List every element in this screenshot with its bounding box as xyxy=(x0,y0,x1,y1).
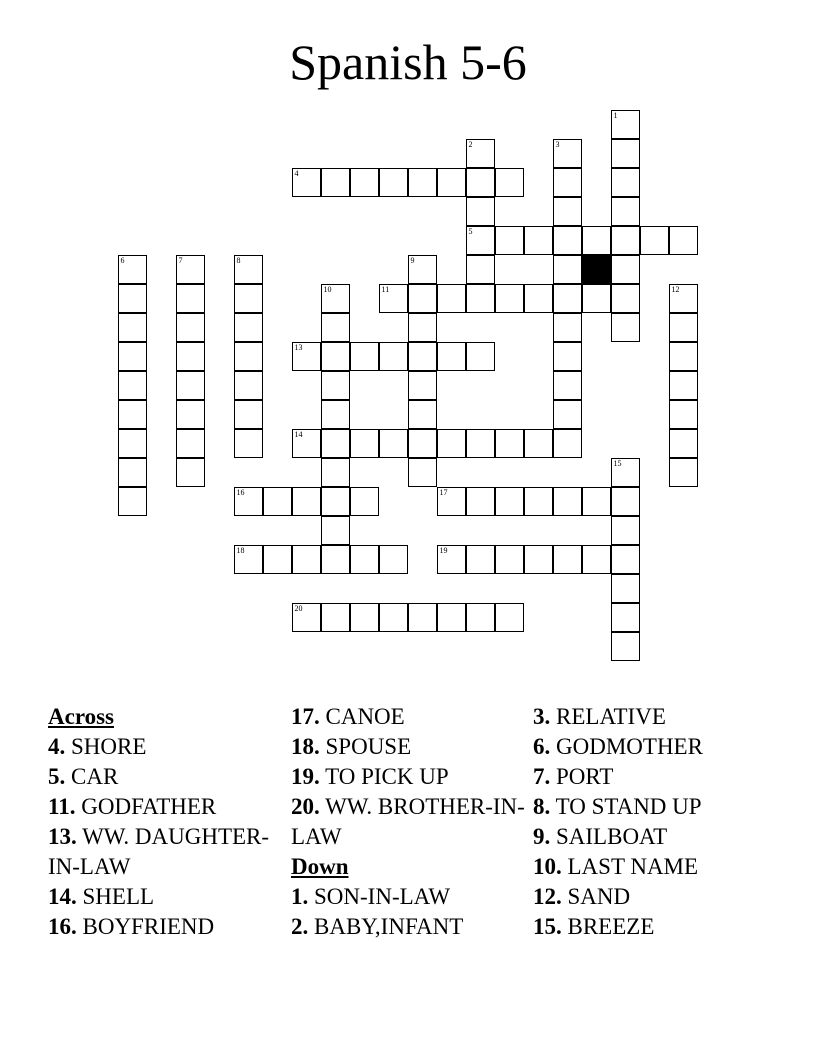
clue-number: 16. xyxy=(48,914,77,939)
clue-number: 2. xyxy=(291,914,309,939)
clue-text: SAILBOAT xyxy=(556,824,668,849)
clue-text: SON-IN-LAW xyxy=(314,884,451,909)
grid-square xyxy=(611,458,640,487)
clue-item xyxy=(48,882,289,912)
grid-square xyxy=(582,545,611,574)
grid-square xyxy=(176,400,205,429)
grid-square xyxy=(611,284,640,313)
grid-square xyxy=(321,487,350,516)
square-number: 2 xyxy=(468,140,473,149)
clue-text: BABY,INFANT xyxy=(314,914,464,939)
grid-square xyxy=(611,139,640,168)
grid-square xyxy=(321,400,350,429)
clue-text: GODFATHER xyxy=(81,794,217,819)
clue-item xyxy=(533,822,773,852)
grid-square xyxy=(495,226,524,255)
grid-square xyxy=(495,487,524,516)
clue-text: SHORE xyxy=(71,734,147,759)
clue-text: RELATIVE xyxy=(556,704,666,729)
square-number: 7 xyxy=(178,256,183,265)
grid-square xyxy=(263,545,292,574)
grid-square xyxy=(234,487,263,516)
square-number: 18 xyxy=(236,546,245,555)
grid-square xyxy=(466,197,495,226)
clue-item xyxy=(533,852,773,882)
clue-number: 14. xyxy=(48,884,77,909)
square-number: 15 xyxy=(613,459,622,468)
clue-text: BOYFRIEND xyxy=(82,914,215,939)
grid-square xyxy=(495,429,524,458)
square-number: 5 xyxy=(468,227,473,236)
grid-square xyxy=(611,110,640,139)
clue-number: 1. xyxy=(291,884,309,909)
square-number: 13 xyxy=(294,343,303,352)
grid-square xyxy=(234,400,263,429)
clue-text: SHELL xyxy=(82,884,155,909)
clue-text: CANOE xyxy=(325,704,405,729)
grid-square xyxy=(292,342,321,371)
grid-square xyxy=(669,342,698,371)
clue-number: 9. xyxy=(533,824,551,849)
clue-text: TO PICK UP xyxy=(325,764,449,789)
grid-square xyxy=(379,284,408,313)
clue-number: 7. xyxy=(533,764,551,789)
clue-item xyxy=(48,792,289,822)
grid-square xyxy=(466,429,495,458)
clue-text: SPOUSE xyxy=(325,734,412,759)
grid-square xyxy=(176,458,205,487)
grid-square xyxy=(611,487,640,516)
grid-square xyxy=(437,429,466,458)
grid-square xyxy=(437,545,466,574)
clue-item xyxy=(48,912,289,942)
grid-square xyxy=(553,371,582,400)
grid-square xyxy=(553,342,582,371)
grid-square xyxy=(118,458,147,487)
grid-square xyxy=(379,603,408,632)
grid-square xyxy=(118,429,147,458)
clue-number: 18. xyxy=(291,734,320,759)
grid-square xyxy=(466,139,495,168)
grid-square xyxy=(408,603,437,632)
clue-item xyxy=(48,822,289,882)
grid-square xyxy=(611,255,640,284)
grid-square xyxy=(321,168,350,197)
clue-number: 11. xyxy=(48,794,76,819)
grid-square xyxy=(553,429,582,458)
grid-square xyxy=(553,487,582,516)
clue-item xyxy=(48,732,289,762)
grid-square xyxy=(118,313,147,342)
grid-square xyxy=(118,342,147,371)
grid-square xyxy=(582,226,611,255)
grid-square xyxy=(408,313,437,342)
clue-text: GODMOTHER xyxy=(556,734,703,759)
grid-square xyxy=(176,371,205,400)
clue-number: 10. xyxy=(533,854,562,879)
grid-square xyxy=(553,313,582,342)
square-number: 17 xyxy=(439,488,448,497)
clue-heading-down: Down xyxy=(291,854,349,879)
grid-square xyxy=(611,574,640,603)
clue-item xyxy=(533,762,773,792)
clue-text: CAR xyxy=(71,764,119,789)
grid-square xyxy=(437,168,466,197)
grid-square xyxy=(234,371,263,400)
grid-square xyxy=(350,168,379,197)
clue-item xyxy=(533,702,773,732)
grid-square xyxy=(408,371,437,400)
square-number: 11 xyxy=(381,285,390,294)
grid-square xyxy=(466,545,495,574)
grid-square xyxy=(611,545,640,574)
grid-square xyxy=(408,458,437,487)
grid-square xyxy=(553,400,582,429)
grid-square xyxy=(118,371,147,400)
square-number: 6 xyxy=(120,256,125,265)
grid-square xyxy=(553,197,582,226)
clue-item xyxy=(291,882,531,912)
clue-item xyxy=(48,762,289,792)
grid-square xyxy=(263,487,292,516)
grid-square xyxy=(466,603,495,632)
grid-square xyxy=(669,400,698,429)
grid-square xyxy=(379,545,408,574)
square-number: 8 xyxy=(236,256,241,265)
grid-square xyxy=(379,429,408,458)
grid-square xyxy=(176,429,205,458)
clue-text: PORT xyxy=(556,764,614,789)
grid-square xyxy=(524,545,553,574)
clue-item xyxy=(291,762,531,792)
grid-square xyxy=(669,371,698,400)
clue-column-2 xyxy=(291,702,531,942)
grid-square xyxy=(350,429,379,458)
grid-square xyxy=(292,603,321,632)
grid-square xyxy=(292,168,321,197)
grid-square xyxy=(466,487,495,516)
clue-number: 4. xyxy=(48,734,66,759)
grid-square xyxy=(524,284,553,313)
square-number: 20 xyxy=(294,604,303,613)
clue-number: 15. xyxy=(533,914,562,939)
grid-square xyxy=(640,226,669,255)
grid-square xyxy=(234,342,263,371)
grid-square xyxy=(408,429,437,458)
square-number: 4 xyxy=(294,169,299,178)
grid-square xyxy=(669,284,698,313)
grid-square xyxy=(524,226,553,255)
grid-square xyxy=(466,342,495,371)
clue-number: 20. xyxy=(291,794,320,819)
grid-square xyxy=(466,284,495,313)
square-number: 3 xyxy=(555,140,560,149)
grid-square xyxy=(234,284,263,313)
clue-item xyxy=(533,912,773,942)
clue-column-3 xyxy=(533,702,773,942)
grid-square xyxy=(176,342,205,371)
clue-number: 12. xyxy=(533,884,562,909)
grid-square xyxy=(234,429,263,458)
clue-column-1 xyxy=(48,702,289,942)
clue-item xyxy=(291,702,531,732)
grid-square xyxy=(669,429,698,458)
clue-item xyxy=(291,912,531,942)
grid-square xyxy=(234,255,263,284)
grid-square xyxy=(321,371,350,400)
grid-square xyxy=(292,487,321,516)
clue-item xyxy=(291,792,531,852)
grid-square xyxy=(553,168,582,197)
clue-number: 13. xyxy=(48,824,77,849)
grid-square xyxy=(234,545,263,574)
grid-square xyxy=(234,313,263,342)
grid-square xyxy=(118,255,147,284)
clue-number: 8. xyxy=(533,794,551,819)
grid-square xyxy=(495,284,524,313)
grid-square xyxy=(118,400,147,429)
grid-square xyxy=(321,603,350,632)
grid-square xyxy=(669,226,698,255)
grid-square xyxy=(553,545,582,574)
clue-text: LAST NAME xyxy=(567,854,699,879)
grid-square xyxy=(321,342,350,371)
clue-text: BREEZE xyxy=(567,914,655,939)
grid-square xyxy=(553,226,582,255)
grid-square xyxy=(582,284,611,313)
grid-square xyxy=(379,168,408,197)
grid-square xyxy=(350,603,379,632)
clue-item xyxy=(533,792,773,822)
grid-square xyxy=(321,516,350,545)
grid-square xyxy=(669,313,698,342)
grid-square xyxy=(408,342,437,371)
grid-square xyxy=(408,284,437,313)
grid-square xyxy=(582,487,611,516)
square-number: 9 xyxy=(410,256,415,265)
square-number: 16 xyxy=(236,488,245,497)
grid-square xyxy=(408,168,437,197)
square-number: 1 xyxy=(613,111,618,120)
grid-square xyxy=(379,342,408,371)
grid-square xyxy=(553,255,582,284)
grid-square xyxy=(118,487,147,516)
grid-square xyxy=(321,284,350,313)
grid-square xyxy=(669,458,698,487)
clue-item xyxy=(291,732,531,762)
grid-square xyxy=(553,139,582,168)
clue-text: WW. DAUGHTER-IN-LAW xyxy=(48,824,270,879)
clue-number: 5. xyxy=(48,764,66,789)
clue-number: 6. xyxy=(533,734,551,759)
grid-square xyxy=(118,284,147,313)
square-number: 14 xyxy=(294,430,303,439)
grid-square xyxy=(495,545,524,574)
clue-text: WW. BROTHER-IN-LAW xyxy=(291,794,525,849)
clue-number: 19. xyxy=(291,764,320,789)
grid-square xyxy=(466,255,495,284)
grid-square xyxy=(437,603,466,632)
grid-square xyxy=(292,429,321,458)
grid-square xyxy=(495,603,524,632)
grid-square xyxy=(176,255,205,284)
clue-item xyxy=(533,732,773,762)
grid-square xyxy=(611,516,640,545)
grid-square xyxy=(408,400,437,429)
grid-square xyxy=(611,632,640,661)
puzzle-title: Spanish 5-6 xyxy=(289,34,527,90)
grid-square xyxy=(611,313,640,342)
grid-square xyxy=(292,545,321,574)
grid-square xyxy=(437,284,466,313)
clue-text: TO STAND UP xyxy=(555,794,702,819)
square-number: 10 xyxy=(323,285,332,294)
grid-square xyxy=(321,429,350,458)
grid-square xyxy=(321,313,350,342)
grid-square xyxy=(466,168,495,197)
grid-square xyxy=(408,255,437,284)
grid-square xyxy=(176,284,205,313)
grid-square xyxy=(611,197,640,226)
grid-square xyxy=(611,168,640,197)
grid-square xyxy=(495,168,524,197)
grid-square xyxy=(350,342,379,371)
grid-square xyxy=(524,487,553,516)
clue-number: 3. xyxy=(533,704,551,729)
clue-number: 17. xyxy=(291,704,320,729)
grid-square xyxy=(611,226,640,255)
clue-item xyxy=(533,882,773,912)
grid-square xyxy=(437,487,466,516)
shaded-square xyxy=(582,255,611,284)
grid-square xyxy=(350,545,379,574)
grid-square xyxy=(176,313,205,342)
square-number: 12 xyxy=(671,285,680,294)
grid-square xyxy=(466,226,495,255)
square-number: 19 xyxy=(439,546,448,555)
clue-text: SAND xyxy=(567,884,631,909)
grid-square xyxy=(437,342,466,371)
grid-square xyxy=(350,487,379,516)
grid-square xyxy=(553,284,582,313)
grid-square xyxy=(524,429,553,458)
grid-square xyxy=(611,603,640,632)
clue-heading-across: Across xyxy=(48,704,115,729)
grid-square xyxy=(321,458,350,487)
grid-square xyxy=(321,545,350,574)
